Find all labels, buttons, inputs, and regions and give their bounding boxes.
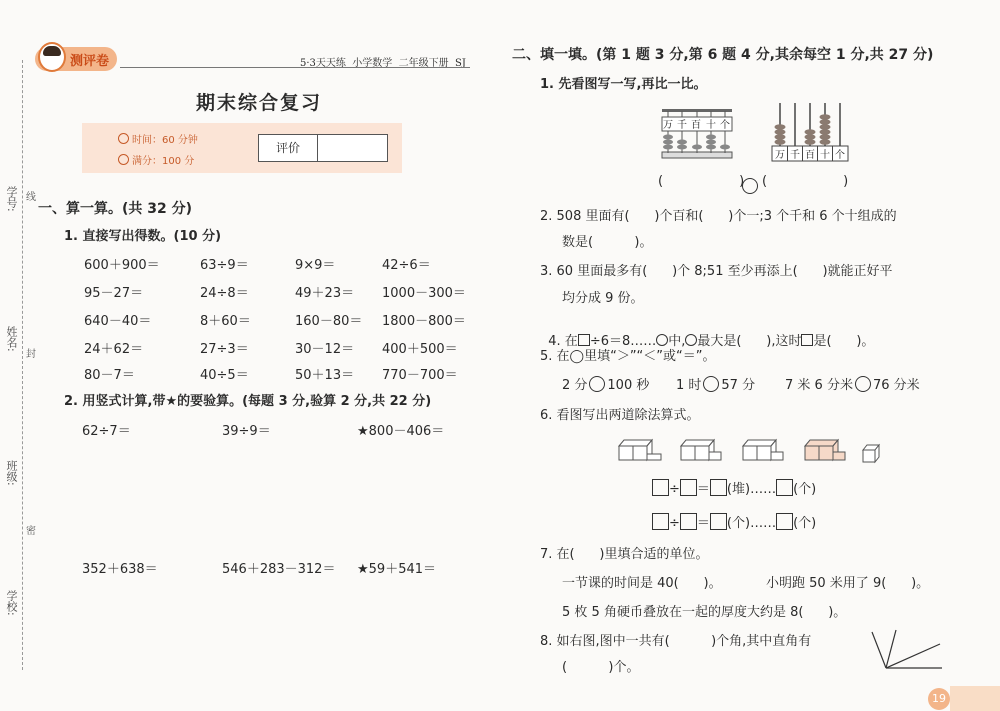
mascot-icon	[38, 42, 66, 72]
p2-q6-title: 6. 看图写出两道除法算式。	[540, 408, 700, 423]
margin-word-xian: 线	[26, 192, 36, 203]
mental-math-item: 160－80＝	[295, 314, 363, 329]
page-title: 期末综合复习	[196, 92, 323, 114]
p2-q7-item3: 5 枚 5 角硬币叠放在一起的厚度大约是 8( )。	[562, 605, 847, 620]
p2-q2-line1: 2. 508 里面有( )个百和( )个一;3 个千和 6 个十组成的	[540, 209, 897, 224]
mental-math-item: 80－7＝	[84, 368, 135, 383]
vertical-calc-item: 39÷9＝	[222, 424, 271, 439]
p2-q5-title: 5. 在◯里填“＞”“＜”或“＝”。	[540, 349, 716, 364]
p2-q7-item1: 一节课的时间是 40( )。	[562, 576, 722, 591]
mental-math-item: 770－700＝	[382, 368, 458, 383]
vertical-calc-item: 546＋283－312＝	[222, 562, 336, 577]
mental-math-item: 8＋60＝	[200, 314, 251, 329]
blank-square-icon[interactable]	[710, 479, 727, 496]
margin-word-feng: 封	[26, 349, 36, 360]
abacus-place-label: 十	[706, 120, 716, 131]
abacus-place-label: 千	[677, 120, 687, 131]
blank-square-icon[interactable]	[801, 334, 813, 346]
vertical-calc-item: ★59＋541＝	[357, 562, 437, 577]
evaluation-label: 评价	[259, 135, 318, 161]
abacus-right-figure	[770, 100, 850, 163]
p2-q8-line1: 8. 如右图,图中一共有( )个角,其中直角有	[540, 634, 812, 649]
mental-math-item: 9×9＝	[295, 258, 336, 273]
p2-q3-line2: 均分成 9 份。	[562, 291, 644, 306]
badge-label: 测评卷	[70, 54, 110, 69]
part1-heading: 一、算一算。(共 32 分)	[38, 201, 193, 217]
mental-math-item: 50＋13＝	[295, 368, 355, 383]
clock-icon	[118, 133, 129, 144]
compare-circle-icon[interactable]	[855, 376, 871, 392]
division-eq-2: ÷ ＝ (个)…… (个)	[652, 512, 816, 531]
vertical-calc-item: 352＋638＝	[82, 562, 158, 577]
mental-math-item: 63÷9＝	[200, 258, 249, 273]
p2-q2-line2: 数是( )。	[562, 235, 653, 250]
p2-q7-title: 7. 在( )里填合适的单位。	[540, 547, 709, 562]
mental-math-item: 30－12＝	[295, 342, 355, 357]
blank-square-icon[interactable]	[680, 513, 697, 530]
compare-blank-left[interactable]: ( )	[658, 174, 745, 189]
binding-dash-line	[22, 60, 23, 670]
mental-math-item: 1800－800＝	[382, 314, 466, 329]
mental-math-item: 42÷6＝	[382, 258, 431, 273]
p2-q1-title: 1. 先看图写一写,再比一比。	[540, 77, 707, 92]
student-name-label: 姓名:	[5, 326, 18, 352]
compare-item: 7 米 6 分米 76 分米	[785, 378, 920, 393]
p2-q4-line: 4. 在 ÷6＝8…… 中, 最大是( ),这时 是( )。	[548, 334, 875, 349]
check-icon	[118, 154, 129, 165]
abacus-place-label: 十	[820, 150, 830, 161]
blank-square-icon[interactable]	[652, 513, 669, 530]
p2-q3-line1: 3. 60 里面最多有( )个 8;51 至少再添上( )就能正好平	[540, 264, 893, 279]
blank-square-icon[interactable]	[710, 513, 727, 530]
header-rule	[120, 67, 470, 68]
abacus-place-label: 百	[691, 120, 701, 131]
abacus-left-figure	[660, 103, 735, 163]
student-id-label: 学号:	[5, 186, 18, 212]
margin-word-mi: 密	[26, 526, 36, 537]
mental-math-item: 1000－300＝	[382, 286, 466, 301]
mental-math-item: 400＋500＝	[382, 342, 458, 357]
blank-square-icon[interactable]	[776, 479, 793, 496]
time-limit: 时间：60 分钟	[118, 131, 198, 146]
mental-math-item: 40÷5＝	[200, 368, 249, 383]
part2-heading: 二、填一填。(第 1 题 3 分,第 6 题 4 分,其余每空 1 分,共 27 分)	[512, 47, 934, 63]
q2-title: 2. 用竖式计算,带★的要验算。(每题 3 分,验算 2 分,共 22 分)	[64, 394, 432, 409]
compare-circle[interactable]	[742, 176, 758, 195]
vertical-calc-item: 62÷7＝	[82, 424, 131, 439]
series-info: 5·3天天练 小学数学 二年级下册 SJ	[300, 58, 466, 69]
school-label: 学校:	[5, 590, 18, 616]
abacus-place-label: 万	[775, 150, 785, 161]
mental-math-item: 24÷8＝	[200, 286, 249, 301]
vertical-calc-item: ★800－406＝	[357, 424, 445, 439]
page-number: 19	[928, 688, 950, 710]
page-corner-decoration	[950, 686, 1000, 711]
p2-q8-line2: ( )个。	[562, 660, 640, 675]
mental-math-item: 95－27＝	[84, 286, 144, 301]
division-eq-1: ÷ ＝ (堆)…… (个)	[652, 478, 816, 497]
abacus-place-label: 百	[805, 150, 815, 161]
mental-math-item: 24＋62＝	[84, 342, 144, 357]
q1-title: 1. 直接写出得数。(10 分)	[64, 229, 222, 244]
abacus-place-label: 个	[835, 150, 845, 161]
abacus-place-label: 万	[663, 120, 673, 131]
blank-square-icon[interactable]	[652, 479, 669, 496]
compare-blank-right[interactable]: ( )	[762, 174, 849, 189]
compare-item: 2 分 100 秒	[562, 378, 650, 393]
p2-q7-item2: 小明跑 50 米用了 9( )。	[766, 576, 930, 591]
compare-item: 1 时 57 分	[676, 378, 756, 393]
compare-circle-icon	[742, 178, 758, 194]
evaluation-table	[258, 134, 388, 162]
blank-square-icon[interactable]	[680, 479, 697, 496]
blank-square-icon[interactable]	[776, 513, 793, 530]
abacus-place-label: 个	[720, 120, 730, 131]
mental-math-item: 640－40＝	[84, 314, 152, 329]
class-label: 班级:	[5, 460, 18, 486]
compare-circle-icon[interactable]	[703, 376, 719, 392]
mental-math-item: 27÷3＝	[200, 342, 249, 357]
angle-figure	[868, 626, 946, 672]
full-score: 满分：100 分	[118, 152, 194, 167]
mental-math-item: 49＋23＝	[295, 286, 355, 301]
compare-circle-icon[interactable]	[589, 376, 605, 392]
cube-groups-figure	[615, 430, 885, 470]
mental-math-item: 600＋900＝	[84, 258, 160, 273]
abacus-place-label: 千	[790, 150, 800, 161]
